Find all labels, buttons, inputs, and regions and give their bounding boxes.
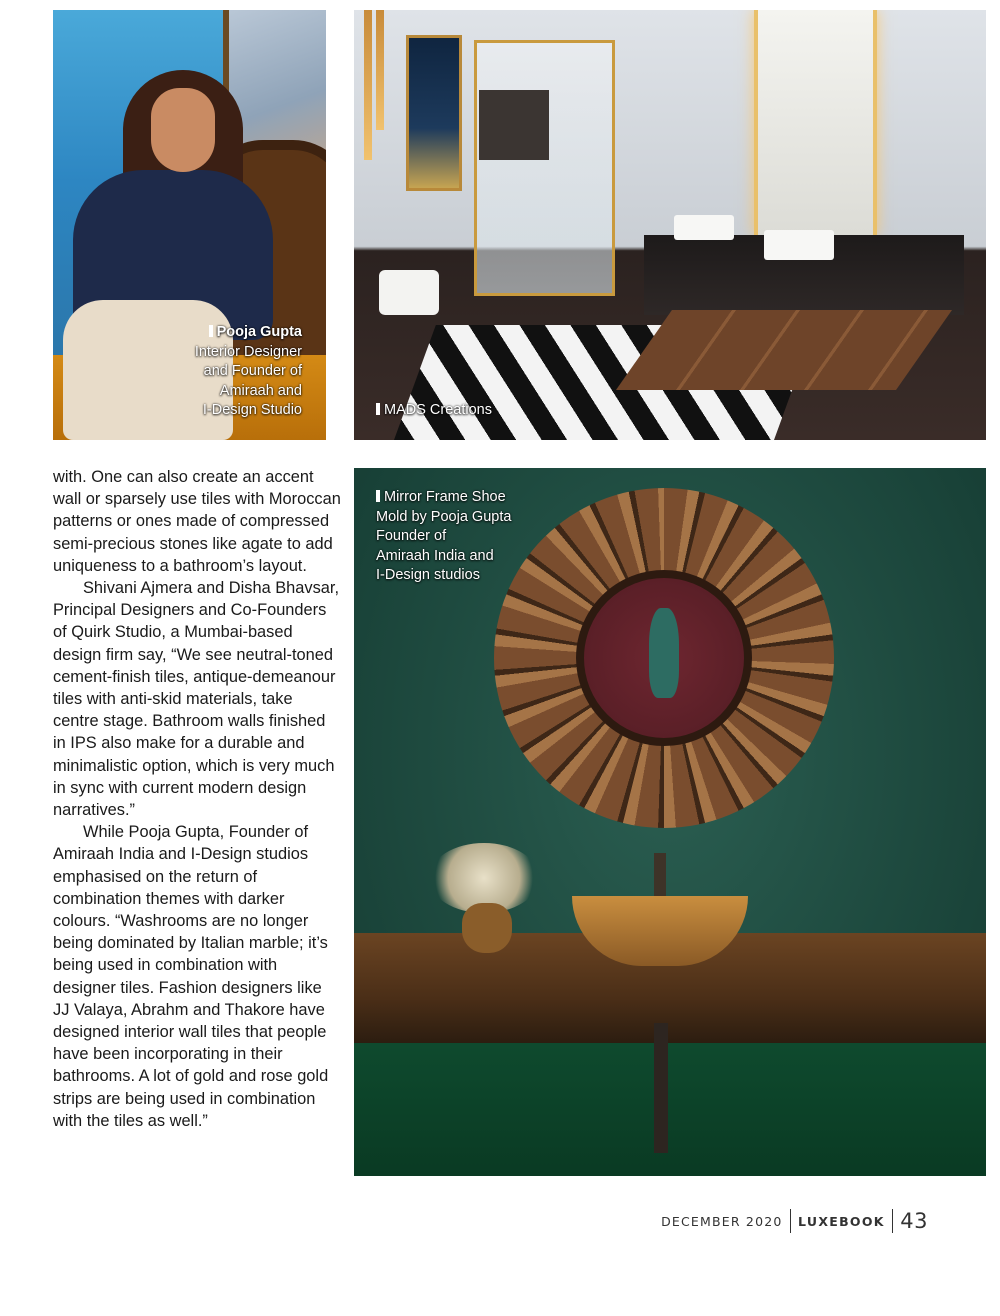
wall-artwork [406,35,462,191]
brass-vase [462,903,512,953]
basin [764,230,834,260]
portrait-face [151,88,215,172]
portrait-caption [162,323,302,421]
drain-pipe [654,1023,668,1153]
mirror-caption-line: Mold by Pooja Gupta [376,508,512,525]
mirror-caption-line: Mirror Frame Shoe [384,489,506,505]
page-footer [661,1206,928,1236]
shower-enclosure [474,40,615,296]
article-paragraph: with. One can also create an accent wall or sparsely use tiles with Moroccan patterns or ones made of compressed semi-precious stones like agate to add uniqueness to a bathroom’s layout. [53,468,341,575]
portrait-caption-line: Interior Designer [194,343,302,360]
green-underglow [354,1043,986,1176]
caption-marker-icon [376,490,380,502]
portrait-caption-line: and Founder of [203,363,302,379]
mirror-photo [354,468,986,1176]
issue-date: DECEMBER 2020 [661,1213,783,1229]
basin [674,215,734,240]
shower-niche [479,90,549,160]
magazine-name: LUXEBOOK [798,1213,885,1229]
mirror-caption-line: Amiraah India and [376,547,494,564]
bathroom-caption-text: MADS Creations [384,402,492,418]
footer-divider [790,1209,792,1233]
portrait-caption-name: Pooja Gupta [216,324,302,340]
mirror-caption-line: Founder of [376,528,447,544]
footer-divider [892,1209,894,1233]
pendant-lamp [376,10,384,130]
toilet [379,270,439,315]
pendant-lamp [364,10,372,160]
mirror-caption [376,488,546,586]
faucet [654,853,666,901]
portrait-caption-line: I-Design Studio [202,402,302,418]
caption-marker-icon [376,403,380,415]
article-paragraph: While Pooja Gupta, Founder of Amiraah India and I-Design studios emphasised on the return of combination themes with darker colours. “Washrooms are no longer being dominated by Italian marble; it’s being used in combination with designer tiles. Fashion designers like JJ Valaya, Abrahm and Thakore have designed interior wall tiles that people have been incorporating in their bathrooms. A lot of gold and rose gold strips are being used in combination with the tiles as well.” [53,823,329,1130]
portrait-photo [53,10,326,440]
portrait-caption-line: Amiraah and [219,382,302,399]
wooden-planter [616,310,952,390]
deer-head-sculpture [649,608,679,698]
page-number: 43 [900,1209,928,1233]
mirror-caption-line: I-Design studios [376,567,480,583]
caption-marker-icon [209,325,213,337]
bathroom-caption [376,401,492,421]
article-body [53,466,341,1132]
vanity-mirror [754,10,877,235]
article-paragraph: Shivani Ajmera and Disha Bhavsar, Principal Designers and Co-Founders of Quirk Studio, a Mumbai-based design firm say, “We see neutral-toned cement-finish tiles, antique-demeanour tiles with anti-skid materials, take centre stage. Bathroom walls finished in IPS also make for a durable and minimalistic option, which is very much in sync with current modern design narratives.” [53,579,340,820]
bathroom-photo [354,10,986,440]
